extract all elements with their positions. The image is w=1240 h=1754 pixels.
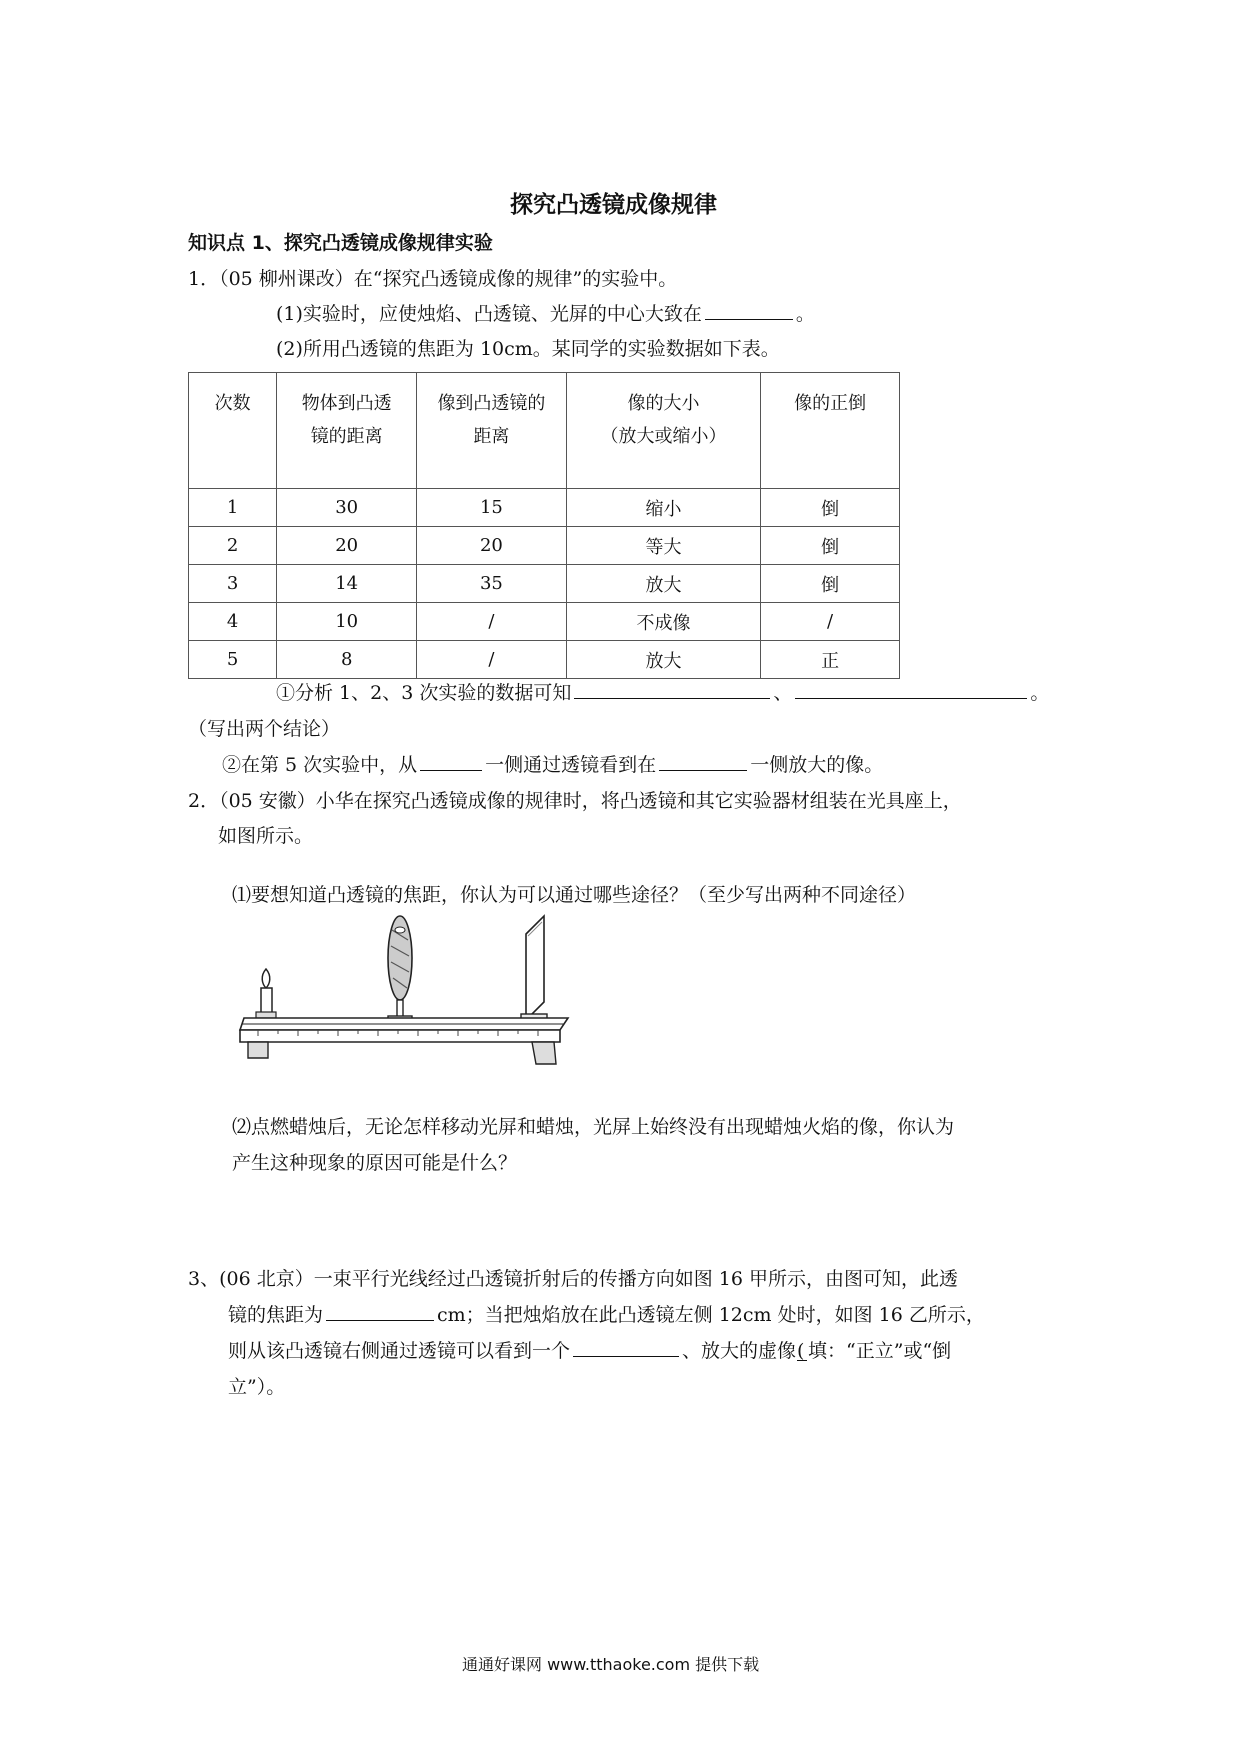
data-table [188,372,900,679]
cell: 放大 [566,641,760,679]
q1-part1-text: (1)实验时，应使烛焰、凸透镜、光屏的中心大致在 [276,303,702,325]
light-screen-icon [521,916,547,1024]
header-image-orientation: 像的正倒 [761,373,900,489]
page-title: 探究凸透镜成像规律 [510,192,717,218]
cell: 正 [761,641,900,679]
cell: 10 [277,603,417,641]
convex-lens-icon [388,916,412,1028]
cell: 缩小 [566,489,760,527]
table-row [189,641,900,679]
cell: 不成像 [566,603,760,641]
q3-focal-length-blank[interactable] [326,1300,434,1321]
cell: 35 [417,565,567,603]
q1-part2: (2)所用凸透镜的焦距为 10cm。某同学的实验数据如下表。 [276,338,780,360]
cell: / [761,603,900,641]
q3-line2-a: 镜的焦距为 [228,1304,324,1326]
q1-intro: 1．（05 柳州课改）在“探究凸透镜成像的规律”的实验中。 [188,268,678,290]
q2-line1: 2．（05 安徽）小华在探究凸透镜成像的规律时，将凸透镜和其它实验器材组装在光具座上， [188,790,962,812]
table-row [189,565,900,603]
q2-line2: 如图所示。 [218,825,314,847]
cell: / [417,603,567,641]
cell: 2 [189,527,277,565]
q1-fifth-blank2[interactable] [659,750,747,771]
cell: 放大 [566,565,760,603]
q3-line3-c: 填：“正立”或“倒 [808,1340,952,1362]
table-row [189,603,900,641]
q1-conclusion2-blank[interactable] [795,678,1027,699]
q1-analysis-note: （写出两个结论） [188,718,341,740]
q2-part2-line2: 产生这种现象的原因可能是什么？ [232,1152,518,1174]
cell: 1 [189,489,277,527]
q1-analysis-end: 。 [1030,682,1050,704]
q2-part2-line1: ⑵点燃蜡烛后，无论怎样移动光屏和蜡烛，光屏上始终没有出现蜡烛火焰的像，你认为 [232,1116,955,1138]
section-heading: 知识点 1、探究凸透镜成像规律实验 [188,232,493,254]
cell: 14 [277,565,417,603]
q3-line4: 立”）。 [228,1376,286,1398]
q1-part1 [276,299,815,326]
q1-fifth-b: 一侧通过透镜看到在 [485,754,657,776]
cell: 15 [417,489,567,527]
q3-line3 [228,1336,951,1363]
q1-analysis-sep: 、 [773,682,793,704]
candle-icon [256,969,276,1018]
header-object-distance: 物体到凸透 镜的距离 [277,373,417,489]
cell: 倒 [761,565,900,603]
q1-fifth-trial [222,750,883,777]
cell: 4 [189,603,277,641]
cell: / [417,641,567,679]
page-footer: 通通好课网 www.tthaoke.com 提供下载 [462,1655,760,1674]
q1-fifth-blank1[interactable] [420,750,482,771]
table-header-row [189,373,900,489]
table-row [189,527,900,565]
header-trial: 次数 [189,373,277,489]
cell: 5 [189,641,277,679]
cell: 30 [277,489,417,527]
q3-line3-a: 则从该凸透镜右侧通过透镜可以看到一个 [228,1340,571,1362]
header-image-distance: 像到凸透镜的 距离 [417,373,567,489]
header-image-size: 像的大小 （放大或缩小） [566,373,760,489]
cell: 3 [189,565,277,603]
q1-conclusion1-blank[interactable] [574,678,770,699]
cell: 倒 [761,489,900,527]
q3-line3-b: 、放大的虚像 [682,1340,797,1362]
cell: 8 [277,641,417,679]
cell: 等大 [566,527,760,565]
q1-analysis [276,678,1049,705]
q3-line2-b: cm；当把烛焰放在此凸透镜左侧 12cm 处时，如图 16 乙所示， [437,1304,985,1326]
q1-fifth-a: ②在第 5 次实验中，从 [222,754,418,776]
q3-line2 [228,1300,985,1327]
q1-analysis-text: ①分析 1、2、3 次实验的数据可知 [276,682,572,704]
table-row [189,489,900,527]
q2-part1: ⑴要想知道凸透镜的焦距，你认为可以通过哪些途径？（至少写出两种不同途径） [232,884,917,906]
q3-paren-mark: ( [797,1340,807,1361]
optical-bench-figure [238,906,638,1092]
optical-bench-icon [240,1018,568,1064]
cell: 20 [277,527,417,565]
q3-image-type-blank[interactable] [573,1336,679,1357]
q1-fifth-c: 一侧放大的像。 [750,754,884,776]
q1-part1-blank[interactable] [705,299,793,320]
cell: 倒 [761,527,900,565]
q1-part1-end: 。 [795,303,815,325]
cell: 20 [417,527,567,565]
q3-line1: 3、(06 北京）一束平行光线经过凸透镜折射后的传播方向如图 16 甲所示，由图可知，此透 [188,1268,958,1290]
